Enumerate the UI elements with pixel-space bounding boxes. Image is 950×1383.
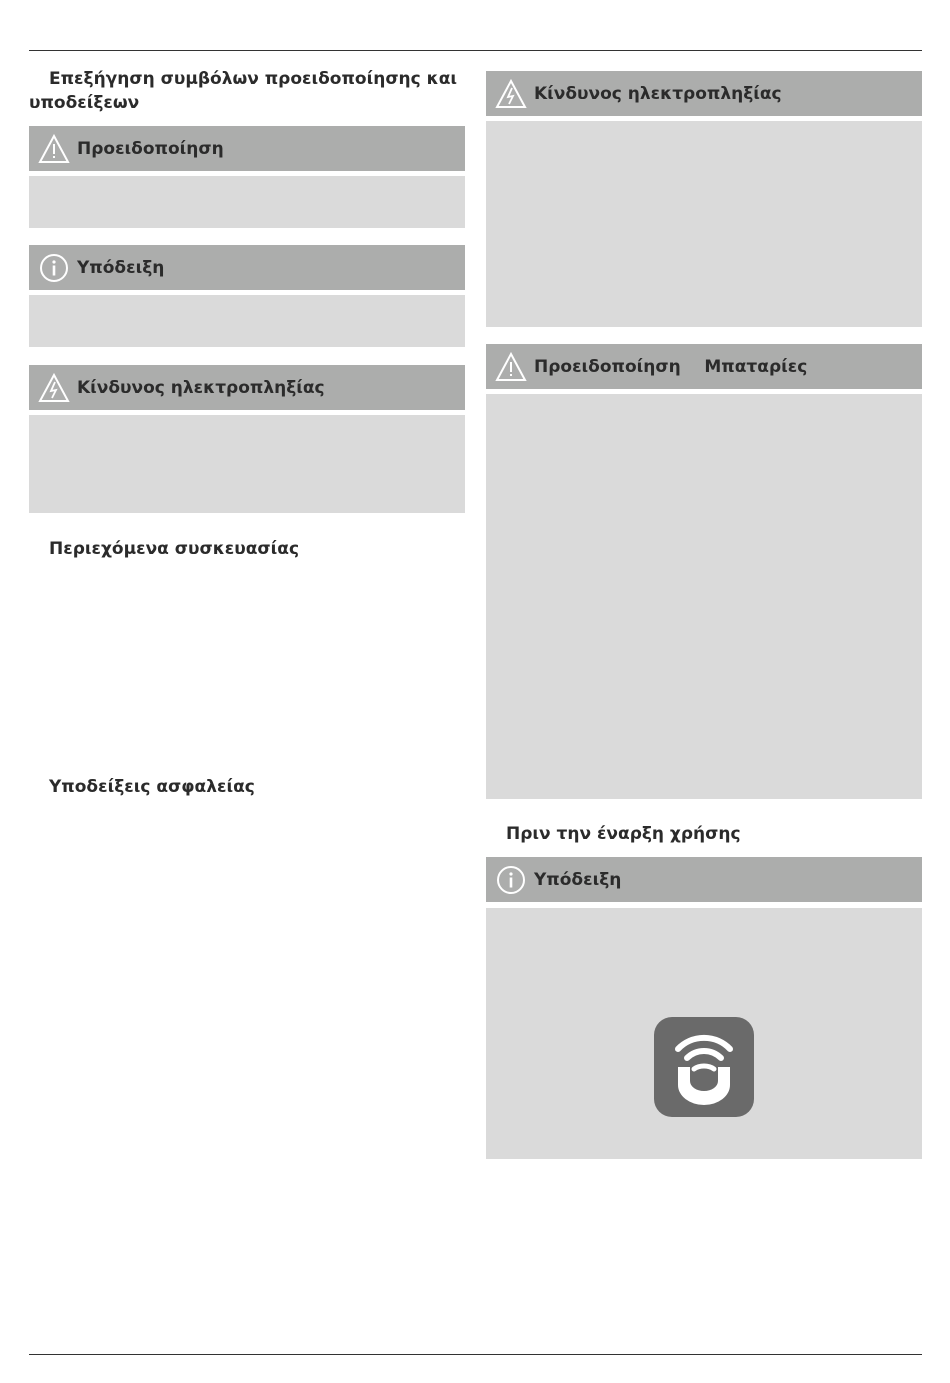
info-circle-icon [37,251,71,285]
shock-box-header [29,365,465,410]
battery-warning-box-label: Προειδοποίηση Μπαταρίες [534,356,808,377]
battery-warning-box-body [486,394,922,799]
heading-symbols [29,67,469,115]
heading-before-use: Πριν την έναρξη χρήσης [506,824,741,844]
note-box-body [29,295,465,347]
heading-package-contents: Περιεχόμενα συσκευασίας [49,539,300,559]
heading-symbols-line1: Επεξήγηση συμβόλων προειδοποίησης και [49,69,458,89]
top-rule [29,50,922,51]
warning-triangle-icon [37,132,71,166]
note-box-label: Υπόδειξη [77,257,165,278]
shock-box-label-right: Κίνδυνος ηλεκτροπληξίας [534,83,782,104]
info-circle-icon [494,863,528,897]
shock-box-label: Κίνδυνος ηλεκτροπληξίας [77,377,325,398]
shock-box-body [29,415,465,513]
note-box-body-right [486,908,922,1159]
electric-shock-icon [37,371,71,405]
bottom-rule [29,1354,922,1355]
note-box-header-right [486,857,922,902]
app-logo-icon [654,1017,754,1117]
shock-box-body-right [486,121,922,327]
warning-triangle-icon [494,350,528,384]
electric-shock-icon [494,77,528,111]
warning-box-header [29,126,465,171]
warning-box-body [29,176,465,228]
warning-box-label: Προειδοποίηση [77,138,224,159]
note-box-label-right: Υπόδειξη [534,869,622,890]
battery-warning-box-header [486,344,922,389]
heading-safety-notes: Υποδείξεις ασφαλείας [49,777,255,797]
shock-box-header-right [486,71,922,116]
heading-symbols-line2: υποδείξεων [29,93,140,113]
note-box-header [29,245,465,290]
